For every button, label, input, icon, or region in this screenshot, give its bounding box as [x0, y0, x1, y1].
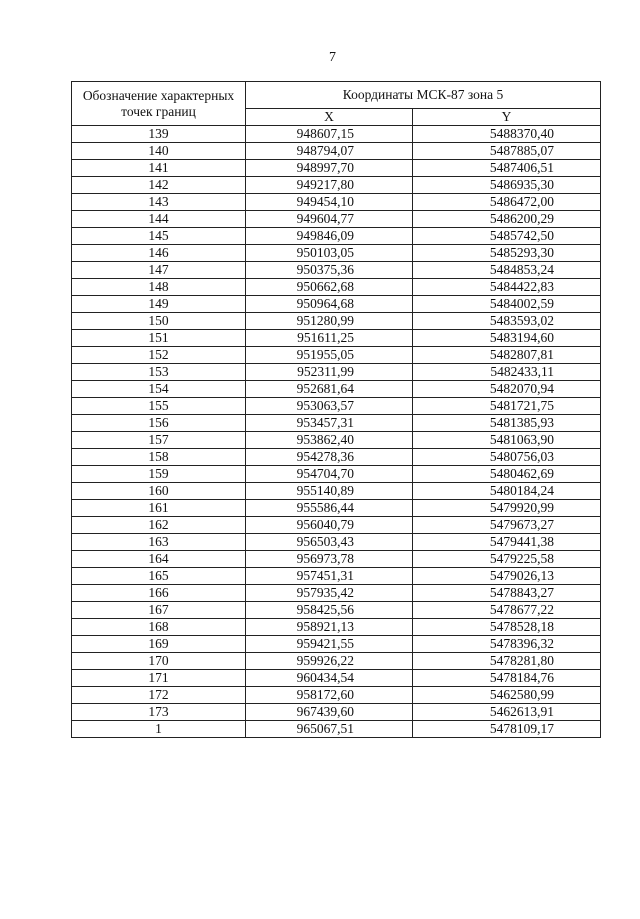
x-coordinate-cell: 951955,05 — [246, 347, 413, 364]
point-id-cell: 157 — [72, 432, 246, 449]
y-coordinate-cell: 5479026,13 — [413, 568, 601, 585]
x-coordinate-cell: 955140,89 — [246, 483, 413, 500]
point-id-cell: 142 — [72, 177, 246, 194]
point-id-cell: 144 — [72, 211, 246, 228]
point-id-cell: 170 — [72, 653, 246, 670]
table-row — [72, 432, 601, 449]
y-coordinate-cell: 5479673,27 — [413, 517, 601, 534]
y-coordinate-cell: 5478396,32 — [413, 636, 601, 653]
x-coordinate-cell: 959421,55 — [246, 636, 413, 653]
y-coordinate-cell: 5483593,02 — [413, 313, 601, 330]
table-row — [72, 466, 601, 483]
page-number: 7 — [329, 50, 336, 65]
point-id-cell: 152 — [72, 347, 246, 364]
table-row — [72, 262, 601, 279]
x-coordinate-cell: 953457,31 — [246, 415, 413, 432]
table-row — [72, 296, 601, 313]
point-id-cell: 139 — [72, 126, 246, 143]
x-coordinate-cell: 950103,05 — [246, 245, 413, 262]
x-coordinate-cell: 950375,36 — [246, 262, 413, 279]
table-row — [72, 500, 601, 517]
y-coordinate-cell: 5481385,93 — [413, 415, 601, 432]
table-row — [72, 449, 601, 466]
table-row — [72, 228, 601, 245]
y-coordinate-cell: 5487406,51 — [413, 160, 601, 177]
y-coordinate-cell: 5481721,75 — [413, 398, 601, 415]
y-coordinate-cell: 5482070,94 — [413, 381, 601, 398]
x-coordinate-cell: 965067,51 — [246, 721, 413, 738]
y-coordinate-cell: 5479225,58 — [413, 551, 601, 568]
x-coordinate-cell: 949454,10 — [246, 194, 413, 211]
x-coordinate-cell: 957451,31 — [246, 568, 413, 585]
table-row — [72, 534, 601, 551]
x-coordinate-cell: 957935,42 — [246, 585, 413, 602]
x-coordinate-cell: 954278,36 — [246, 449, 413, 466]
y-coordinate-cell: 5480462,69 — [413, 466, 601, 483]
x-coordinate-cell: 958425,56 — [246, 602, 413, 619]
point-id-cell: 171 — [72, 670, 246, 687]
x-coordinate-cell: 956973,78 — [246, 551, 413, 568]
table-row — [72, 160, 601, 177]
header-x: X — [246, 109, 413, 126]
table-row — [72, 585, 601, 602]
coordinates-table — [71, 81, 601, 738]
point-id-cell: 163 — [72, 534, 246, 551]
table-row — [72, 126, 601, 143]
point-id-cell: 147 — [72, 262, 246, 279]
y-coordinate-cell: 5486472,00 — [413, 194, 601, 211]
x-coordinate-cell: 953862,40 — [246, 432, 413, 449]
y-coordinate-cell: 5485293,30 — [413, 245, 601, 262]
y-coordinate-cell: 5488370,40 — [413, 126, 601, 143]
table-row — [72, 602, 601, 619]
x-coordinate-cell: 952311,99 — [246, 364, 413, 381]
point-id-cell: 172 — [72, 687, 246, 704]
y-coordinate-cell: 5480756,03 — [413, 449, 601, 466]
x-coordinate-cell: 951280,99 — [246, 313, 413, 330]
y-coordinate-cell: 5485742,50 — [413, 228, 601, 245]
table-row — [72, 551, 601, 568]
header-boundary-points: Обозначение характерных точек границ — [72, 82, 246, 126]
table-row — [72, 415, 601, 432]
y-coordinate-cell: 5478281,80 — [413, 653, 601, 670]
point-id-cell: 169 — [72, 636, 246, 653]
table-row — [72, 211, 601, 228]
x-coordinate-cell: 955586,44 — [246, 500, 413, 517]
point-id-cell: 140 — [72, 143, 246, 160]
header-y: Y — [413, 109, 601, 126]
table-row — [72, 670, 601, 687]
table-row — [72, 687, 601, 704]
point-id-cell: 164 — [72, 551, 246, 568]
point-id-cell: 160 — [72, 483, 246, 500]
point-id-cell: 159 — [72, 466, 246, 483]
x-coordinate-cell: 954704,70 — [246, 466, 413, 483]
x-coordinate-cell: 958172,60 — [246, 687, 413, 704]
y-coordinate-cell: 5479441,38 — [413, 534, 601, 551]
y-coordinate-cell: 5484853,24 — [413, 262, 601, 279]
table-row — [72, 177, 601, 194]
table-row — [72, 364, 601, 381]
table-row — [72, 704, 601, 721]
x-coordinate-cell: 949846,09 — [246, 228, 413, 245]
x-coordinate-cell: 967439,60 — [246, 704, 413, 721]
x-coordinate-cell: 956503,43 — [246, 534, 413, 551]
point-id-cell: 168 — [72, 619, 246, 636]
table-row — [72, 279, 601, 296]
table-body — [72, 126, 601, 738]
y-coordinate-cell: 5478677,22 — [413, 602, 601, 619]
point-id-cell: 167 — [72, 602, 246, 619]
point-id-cell: 149 — [72, 296, 246, 313]
table-row — [72, 653, 601, 670]
y-coordinate-cell: 5481063,90 — [413, 432, 601, 449]
point-id-cell: 150 — [72, 313, 246, 330]
x-coordinate-cell: 950662,68 — [246, 279, 413, 296]
x-coordinate-cell: 958921,13 — [246, 619, 413, 636]
point-id-cell: 156 — [72, 415, 246, 432]
y-coordinate-cell: 5486200,29 — [413, 211, 601, 228]
point-id-cell: 151 — [72, 330, 246, 347]
point-id-cell: 1 — [72, 721, 246, 738]
point-id-cell: 145 — [72, 228, 246, 245]
point-id-cell: 158 — [72, 449, 246, 466]
x-coordinate-cell: 950964,68 — [246, 296, 413, 313]
table-row — [72, 330, 601, 347]
table-row — [72, 517, 601, 534]
x-coordinate-cell: 948607,15 — [246, 126, 413, 143]
table-row — [72, 619, 601, 636]
y-coordinate-cell: 5486935,30 — [413, 177, 601, 194]
point-id-cell: 161 — [72, 500, 246, 517]
y-coordinate-cell: 5484422,83 — [413, 279, 601, 296]
y-coordinate-cell: 5487885,07 — [413, 143, 601, 160]
table-row — [72, 313, 601, 330]
x-coordinate-cell: 948794,07 — [246, 143, 413, 160]
table-row — [72, 143, 601, 160]
point-id-cell: 143 — [72, 194, 246, 211]
y-coordinate-cell: 5462580,99 — [413, 687, 601, 704]
point-id-cell: 166 — [72, 585, 246, 602]
point-id-cell: 162 — [72, 517, 246, 534]
y-coordinate-cell: 5480184,24 — [413, 483, 601, 500]
point-id-cell: 148 — [72, 279, 246, 296]
y-coordinate-cell: 5478184,76 — [413, 670, 601, 687]
table-row — [72, 636, 601, 653]
x-coordinate-cell: 951611,25 — [246, 330, 413, 347]
y-coordinate-cell: 5479920,99 — [413, 500, 601, 517]
point-id-cell: 155 — [72, 398, 246, 415]
y-coordinate-cell: 5478109,17 — [413, 721, 601, 738]
header-coordinates-system: Координаты МСК-87 зона 5 — [246, 82, 601, 109]
table-row — [72, 245, 601, 262]
point-id-cell: 141 — [72, 160, 246, 177]
y-coordinate-cell: 5482433,11 — [413, 364, 601, 381]
x-coordinate-cell: 953063,57 — [246, 398, 413, 415]
point-id-cell: 173 — [72, 704, 246, 721]
point-id-cell: 165 — [72, 568, 246, 585]
table-row — [72, 483, 601, 500]
point-id-cell: 146 — [72, 245, 246, 262]
table-row — [72, 568, 601, 585]
table-row — [72, 381, 601, 398]
y-coordinate-cell: 5462613,91 — [413, 704, 601, 721]
y-coordinate-cell: 5478843,27 — [413, 585, 601, 602]
x-coordinate-cell: 949604,77 — [246, 211, 413, 228]
x-coordinate-cell: 952681,64 — [246, 381, 413, 398]
y-coordinate-cell: 5484002,59 — [413, 296, 601, 313]
x-coordinate-cell: 949217,80 — [246, 177, 413, 194]
y-coordinate-cell: 5483194,60 — [413, 330, 601, 347]
point-id-cell: 154 — [72, 381, 246, 398]
x-coordinate-cell: 956040,79 — [246, 517, 413, 534]
table-row — [72, 721, 601, 738]
x-coordinate-cell: 948997,70 — [246, 160, 413, 177]
table-row — [72, 398, 601, 415]
x-coordinate-cell: 959926,22 — [246, 653, 413, 670]
y-coordinate-cell: 5478528,18 — [413, 619, 601, 636]
y-coordinate-cell: 5482807,81 — [413, 347, 601, 364]
table-row — [72, 347, 601, 364]
table-row — [72, 194, 601, 211]
x-coordinate-cell: 960434,54 — [246, 670, 413, 687]
point-id-cell: 153 — [72, 364, 246, 381]
